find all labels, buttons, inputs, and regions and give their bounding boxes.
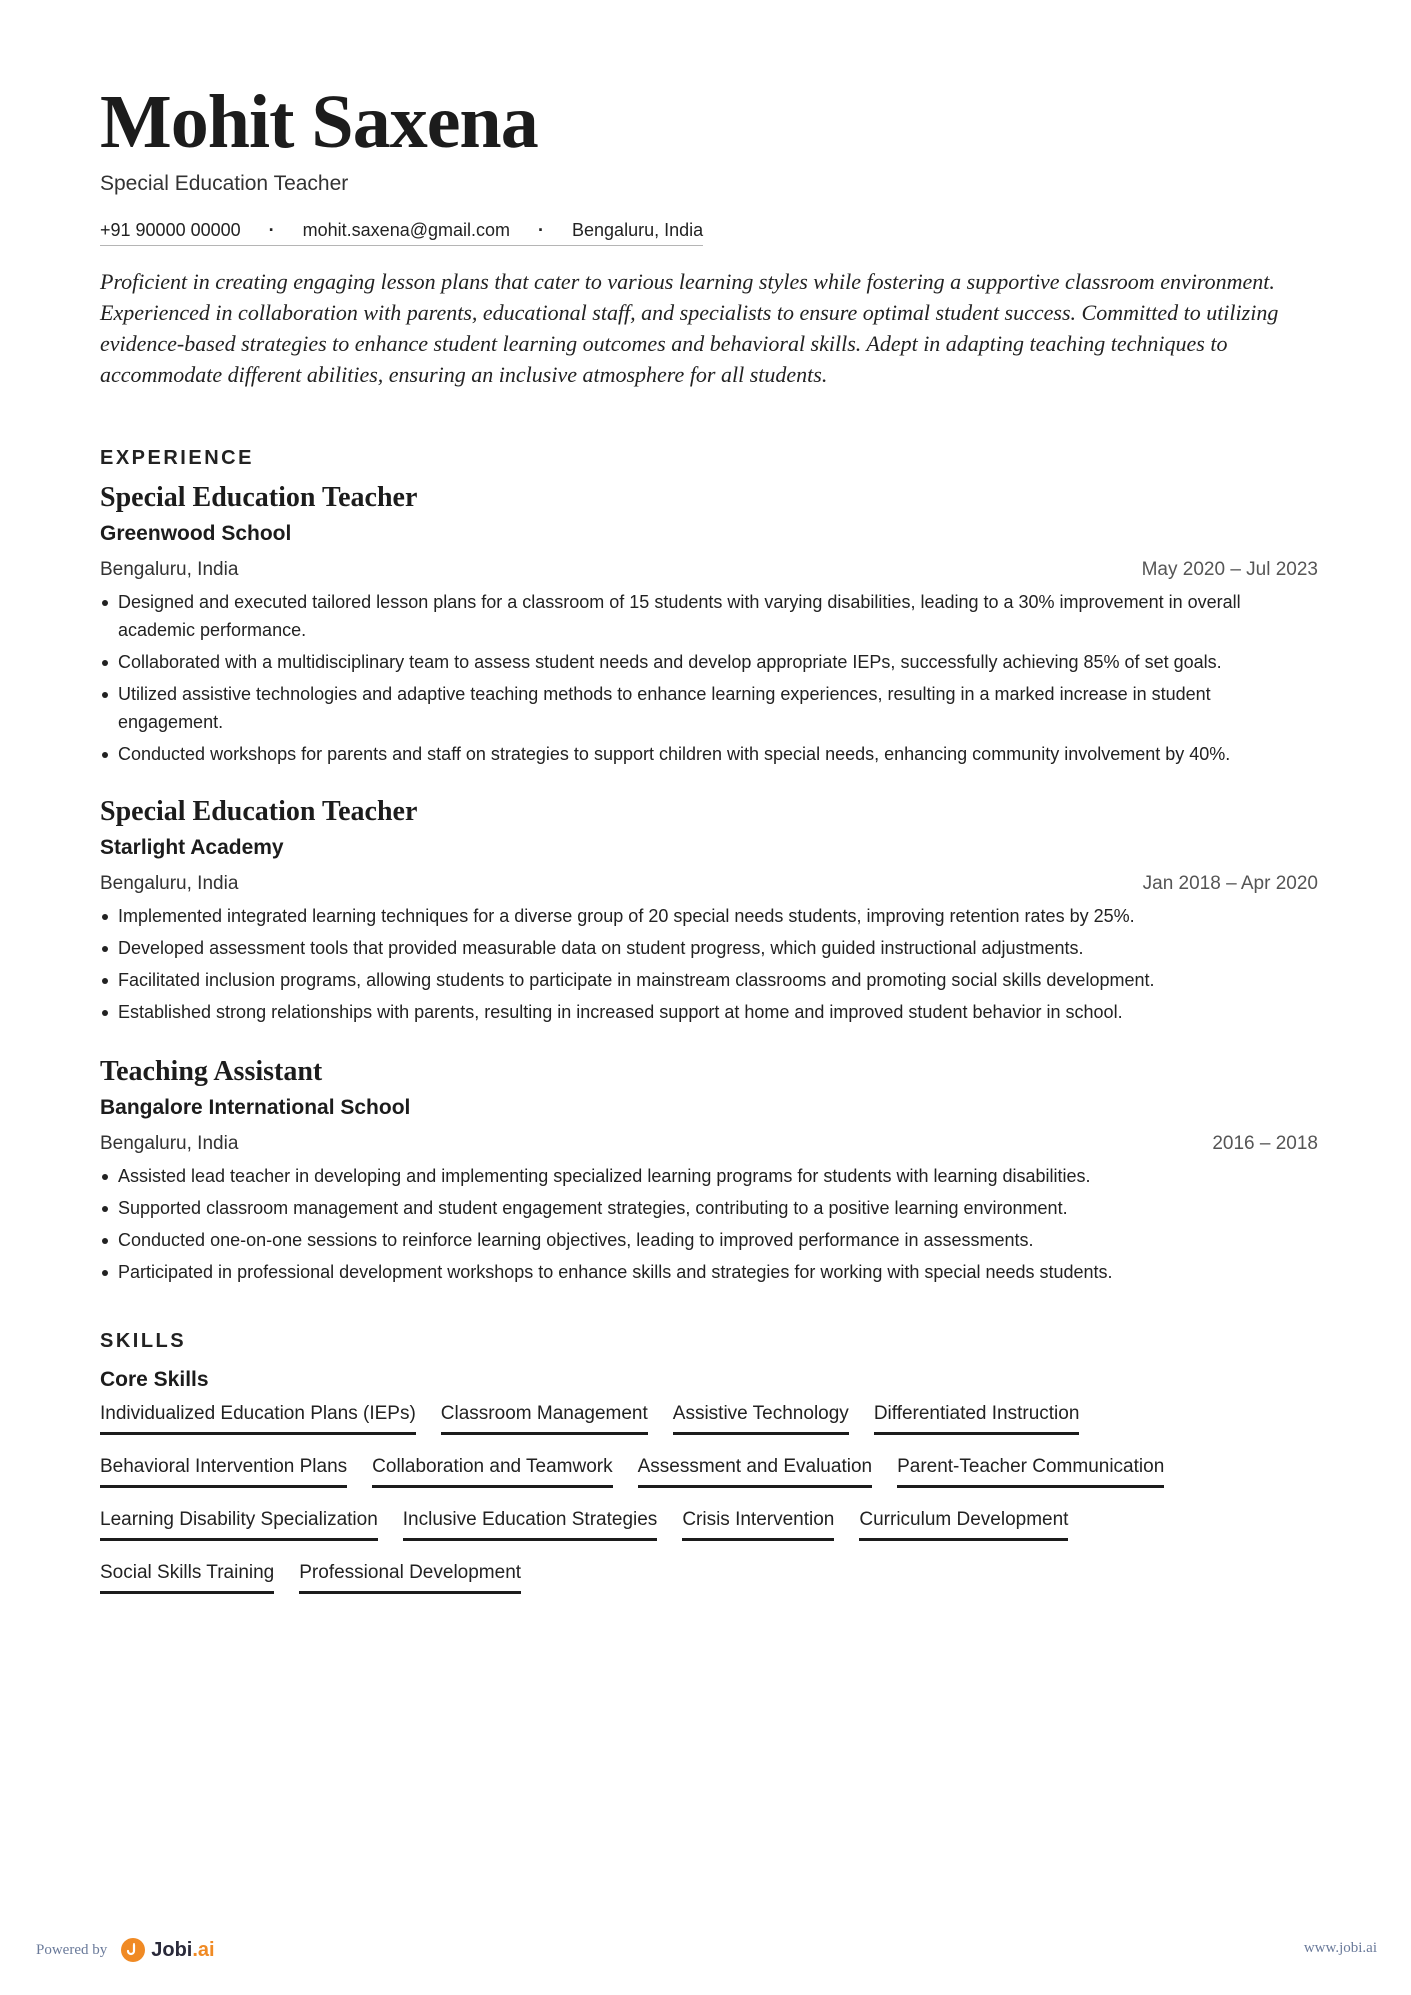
separator: · <box>538 220 545 240</box>
list-item: Participated in professional development workshops to enhance skills and strategies for working with special needs students. <box>100 1258 1318 1286</box>
skill-tag: Individualized Education Plans (IEPs) <box>100 1398 416 1435</box>
skill-tag: Crisis Intervention <box>682 1504 834 1541</box>
skill-tag: Collaboration and Teamwork <box>372 1451 612 1488</box>
location-text: Bengaluru, India <box>572 220 704 240</box>
job-company: Greenwood School <box>100 522 292 545</box>
skills-list <box>100 1398 1318 1610</box>
experience-heading: EXPERIENCE <box>100 447 254 469</box>
skills-heading: SKILLS <box>100 1330 187 1352</box>
skill-tag: Differentiated Instruction <box>874 1398 1080 1435</box>
list-item: Utilized assistive technologies and adaptive teaching methods to enhance learning experiences, resulting in a marked increase in student engagement. <box>100 680 1318 736</box>
jobi-logo-icon <box>121 1938 145 1962</box>
job-entry <box>100 794 1318 1030</box>
job-meta <box>100 866 1318 902</box>
list-item: Designed and executed tailored lesson plans for a classroom of 15 students with varying disabilities, leading to a 30% improvement in overall academic performance. <box>100 588 1318 644</box>
skill-tag: Social Skills Training <box>100 1557 274 1594</box>
job-bullets <box>100 1162 1318 1286</box>
list-item: Assisted lead teacher in developing and implementing specialized learning programs for students with learning disabilities. <box>100 1162 1318 1190</box>
list-item: Developed assessment tools that provided measurable data on student progress, which guided instructional adjustments. <box>100 934 1318 962</box>
job-dates: 2016 – 2018 <box>1212 1133 1318 1154</box>
job-location: Bengaluru, India <box>100 1133 239 1154</box>
list-item: Implemented integrated learning techniques for a diverse group of 20 special needs students, improving retention rates by 25%. <box>100 902 1318 930</box>
skill-row <box>100 1398 1318 1451</box>
logo-text <box>151 1939 214 1962</box>
job-dates: Jan 2018 – Apr 2020 <box>1142 873 1318 894</box>
list-item: Conducted one-on-one sessions to reinforce learning objectives, leading to improved performance in assessments. <box>100 1226 1318 1254</box>
skill-tag: Behavioral Intervention Plans <box>100 1451 347 1488</box>
logo-suffix: .ai <box>192 1938 215 1961</box>
candidate-name: Mohit Saxena <box>100 80 538 164</box>
skill-tag: Professional Development <box>299 1557 521 1594</box>
logo-main: Jobi <box>151 1938 193 1961</box>
list-item: Established strong relationships with parents, resulting in increased support at home and improved student behavior in school. <box>100 998 1318 1026</box>
job-bullets <box>100 588 1318 768</box>
job-dates: May 2020 – Jul 2023 <box>1141 559 1318 580</box>
footer-powered-by <box>36 1938 215 1962</box>
skill-tag: Assistive Technology <box>673 1398 849 1435</box>
list-item: Conducted workshops for parents and staff on strategies to support children with special needs, enhancing community involvement by 40%. <box>100 740 1318 768</box>
job-bullets <box>100 902 1318 1026</box>
powered-by-text: Powered by <box>36 1941 108 1958</box>
skill-row <box>100 1504 1318 1557</box>
job-entry <box>100 1054 1318 1290</box>
summary-text: Proficient in creating engaging lesson plans that cater to various learning styles while fostering a supportive classroom environment. Experienced in collaboration with parents, educational staff, and specialists to ensure optimal student success. Committed to utilizing evidence-based strategies to enhance student learning outcomes and behavioral skills. Adept in adapting teaching techniques to accommodate different abilities, ensuring an inclusive atmosphere for all students. <box>100 269 1279 387</box>
skill-tag: Classroom Management <box>441 1398 648 1435</box>
jobi-logo[interactable] <box>121 1938 214 1962</box>
skill-tag: Inclusive Education Strategies <box>403 1504 658 1541</box>
skill-row <box>100 1451 1318 1504</box>
separator: · <box>268 220 275 240</box>
job-entry <box>100 480 1318 772</box>
email-link[interactable]: mohit.saxena@gmail.com <box>302 220 511 240</box>
list-item: Supported classroom management and student engagement strategies, contributing to a positive learning environment. <box>100 1194 1318 1222</box>
list-item: Collaborated with a multidisciplinary team to assess student needs and develop appropriate IEPs, successfully achieving 85% of set goals. <box>100 648 1318 676</box>
job-company: Bangalore International School <box>100 1096 411 1119</box>
footer-url[interactable]: www.jobi.ai <box>1303 1940 1377 1956</box>
job-title: Special Education Teacher <box>100 796 418 827</box>
job-title: Teaching Assistant <box>100 1056 323 1087</box>
job-meta <box>100 1126 1318 1162</box>
job-title: Special Education Teacher <box>100 482 418 513</box>
skill-row <box>100 1557 1318 1610</box>
skill-tag: Learning Disability Specialization <box>100 1504 378 1541</box>
job-company: Starlight Academy <box>100 836 284 859</box>
skill-tag: Curriculum Development <box>859 1504 1068 1541</box>
skill-tag: Assessment and Evaluation <box>638 1451 872 1488</box>
contact-bar <box>100 220 703 246</box>
job-meta <box>100 552 1318 588</box>
phone-text: +91 90000 00000 <box>100 220 241 240</box>
skills-subtitle: Core Skills <box>100 1368 209 1391</box>
skill-tag: Parent-Teacher Communication <box>897 1451 1164 1488</box>
job-location: Bengaluru, India <box>100 559 239 580</box>
list-item: Facilitated inclusion programs, allowing students to participate in mainstream classrooms and promoting social skills development. <box>100 966 1318 994</box>
candidate-role: Special Education Teacher <box>100 172 349 195</box>
job-location: Bengaluru, India <box>100 873 239 894</box>
